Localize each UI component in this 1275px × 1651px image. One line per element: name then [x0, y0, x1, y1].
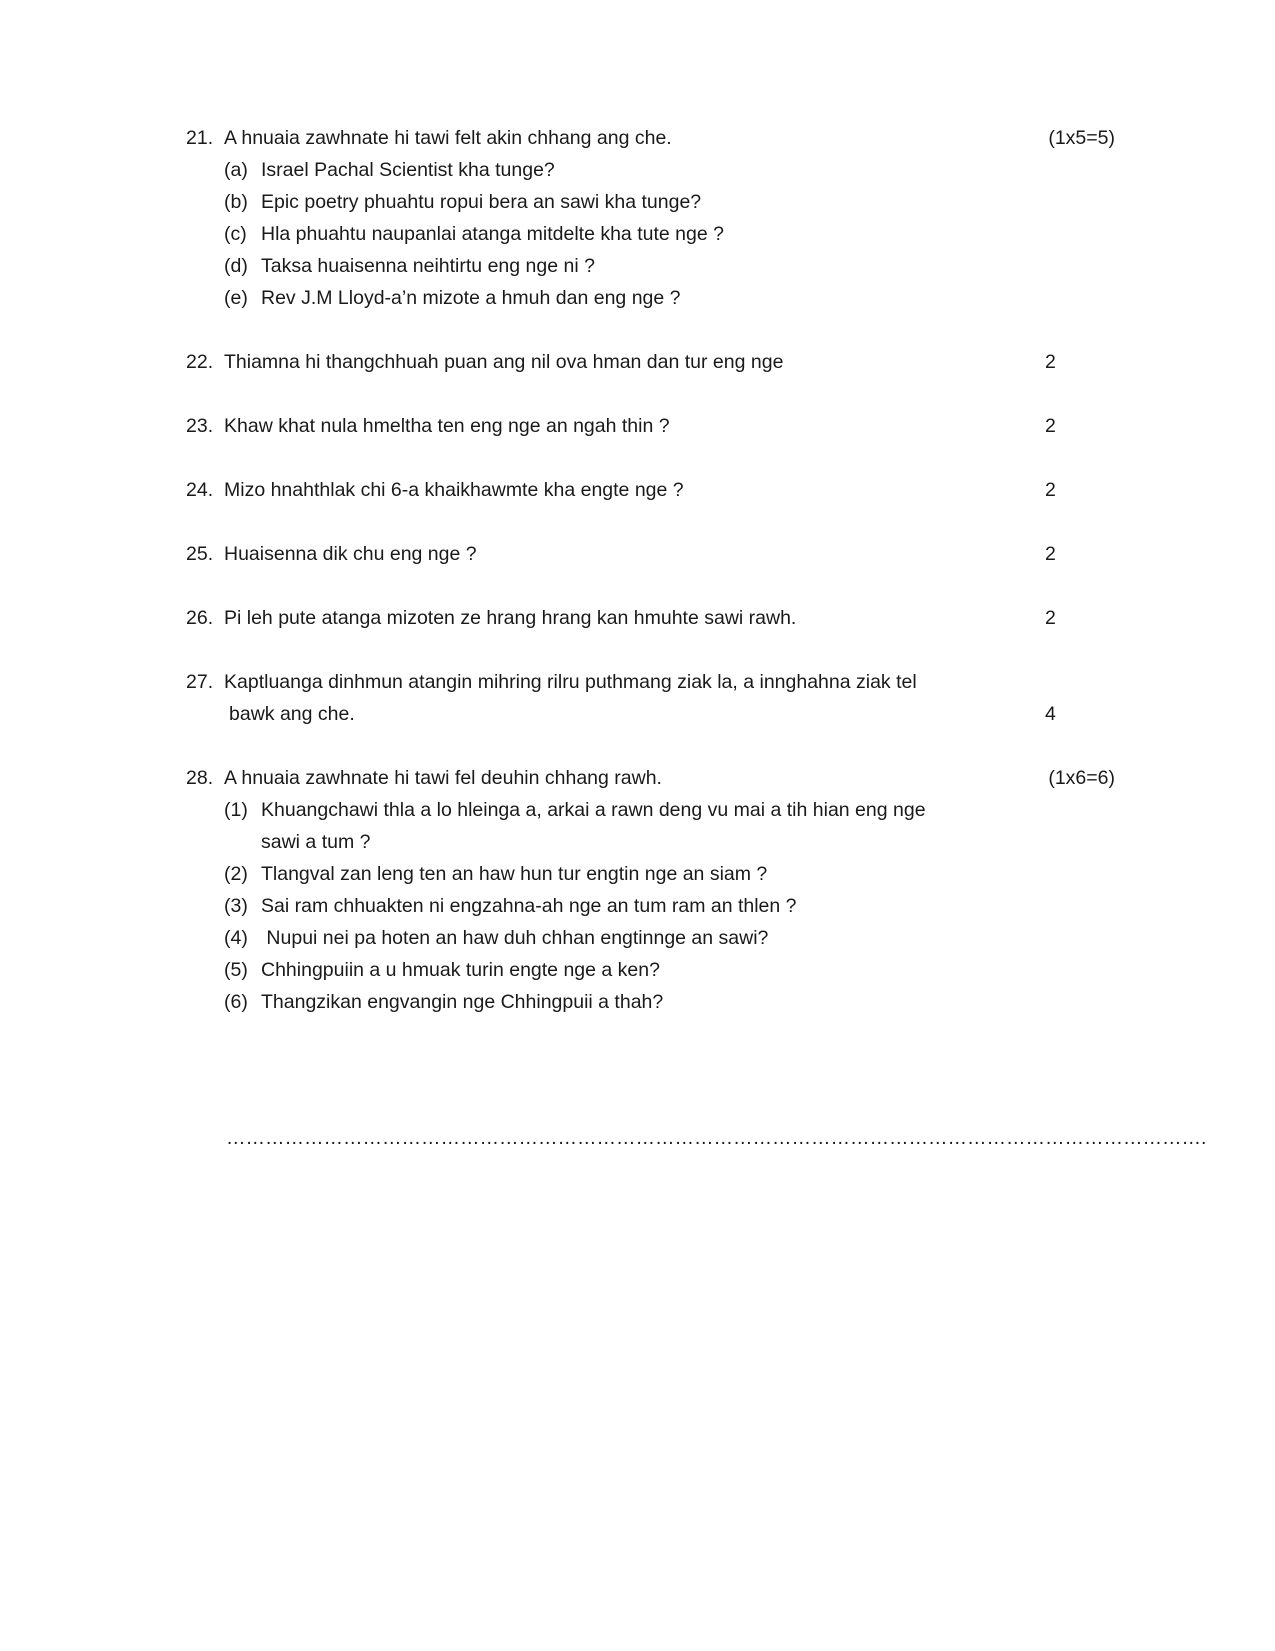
question-number: 26. — [186, 607, 214, 629]
question-number: 27. — [186, 671, 214, 693]
sub-question-text: Nupui nei pa hoten an haw duh chhan engtinnge an sawi? — [261, 927, 769, 949]
sub-question-text: Sai ram chhuakten ni engzahna-ah nge an tum ram an thlen ? — [261, 895, 797, 917]
question-24 — [0, 474, 1275, 506]
sub-question-label: (2) — [224, 863, 248, 885]
question-marks: 2 — [1045, 479, 1056, 501]
sub-question — [0, 922, 1275, 954]
end-of-paper-dotted-line: ……………………………………………………………………………………………………………………………………. — [226, 1127, 1207, 1149]
sub-question-text: Israel Pachal Scientist kha tunge? — [261, 159, 555, 181]
sub-question-label: (b) — [224, 191, 248, 213]
question-marks: 2 — [1045, 607, 1056, 629]
question-marks: (1x5=5) — [1048, 127, 1115, 149]
question-text-continued: bawk ang che. — [229, 703, 355, 725]
sub-question — [0, 282, 1275, 314]
question-text: Huaisenna dik chu eng nge ? — [224, 543, 477, 565]
sub-question-text: Tlangval zan leng ten an haw hun tur engtin nge an siam ? — [261, 863, 768, 885]
question-23 — [0, 410, 1275, 442]
question-26 — [0, 602, 1275, 634]
sub-question — [0, 954, 1275, 986]
question-text: Kaptluanga dinhmun atangin mihring rilru puthmang ziak la, a innghahna ziak tel — [224, 671, 917, 693]
sub-question-label: (3) — [224, 895, 248, 917]
sub-question-label: (1) — [224, 799, 248, 821]
question-number: 23. — [186, 415, 214, 437]
question-22 — [0, 346, 1275, 378]
sub-question — [0, 890, 1275, 922]
question-marks: 2 — [1045, 351, 1056, 373]
sub-question-text: Epic poetry phuahtu ropui bera an sawi kha tunge? — [261, 191, 702, 213]
sub-question-label: (6) — [224, 991, 248, 1013]
sub-question-text: Taksa huaisenna neihtirtu eng nge ni ? — [261, 255, 595, 277]
question-text: Khaw khat nula hmeltha ten eng nge an ngah thin ? — [224, 415, 670, 437]
sub-question-text-continued: sawi a tum ? — [261, 831, 371, 853]
question-28 — [0, 762, 1275, 794]
sub-question-text: Rev J.M Lloyd-a’n mizote a hmuh dan eng nge ? — [261, 287, 681, 309]
sub-question-text: Thangzikan engvangin nge Chhingpuii a thah? — [261, 991, 664, 1013]
question-marks: 2 — [1045, 543, 1056, 565]
sub-question-text: Hla phuahtu naupanlai atanga mitdelte kha tute nge ? — [261, 223, 724, 245]
question-marks: 2 — [1045, 415, 1056, 437]
sub-question-label: (5) — [224, 959, 248, 981]
sub-question — [0, 794, 1275, 826]
question-text: Pi leh pute atanga mizoten ze hrang hrang kan hmuhte sawi rawh. — [224, 607, 797, 629]
question-27-continued — [0, 698, 1275, 730]
question-text: A hnuaia zawhnate hi tawi fel deuhin chhang rawh. — [224, 767, 662, 789]
question-text: Mizo hnahthlak chi 6-a khaikhawmte kha engte nge ? — [224, 479, 684, 501]
sub-question — [0, 986, 1275, 1018]
sub-question-text: Chhingpuiin a u hmuak turin engte nge a ken? — [261, 959, 660, 981]
sub-question-continued — [0, 826, 1275, 858]
sub-question-label: (c) — [224, 223, 247, 245]
sub-question-label: (4) — [224, 927, 248, 949]
question-marks: 4 — [1045, 703, 1056, 725]
question-number: 21. — [186, 127, 214, 149]
sub-question — [0, 218, 1275, 250]
sub-question — [0, 250, 1275, 282]
question-27 — [0, 666, 1275, 698]
question-text: A hnuaia zawhnate hi tawi felt akin chhang ang che. — [224, 127, 672, 149]
question-number: 22. — [186, 351, 214, 373]
sub-question-label: (e) — [224, 287, 248, 309]
question-number: 25. — [186, 543, 214, 565]
sub-question-label: (d) — [224, 255, 248, 277]
sub-question-label: (a) — [224, 159, 248, 181]
question-21 — [0, 122, 1275, 154]
sub-question — [0, 858, 1275, 890]
sub-question-text: Khuangchawi thla a lo hleinga a, arkai a rawn deng vu mai a tih hian eng nge — [261, 799, 926, 821]
question-25 — [0, 538, 1275, 570]
sub-question — [0, 186, 1275, 218]
sub-question — [0, 154, 1275, 186]
question-number: 28. — [186, 767, 214, 789]
question-text: Thiamna hi thangchhuah puan ang nil ova hman dan tur eng nge — [224, 351, 784, 373]
question-marks: (1x6=6) — [1048, 767, 1115, 789]
question-number: 24. — [186, 479, 214, 501]
